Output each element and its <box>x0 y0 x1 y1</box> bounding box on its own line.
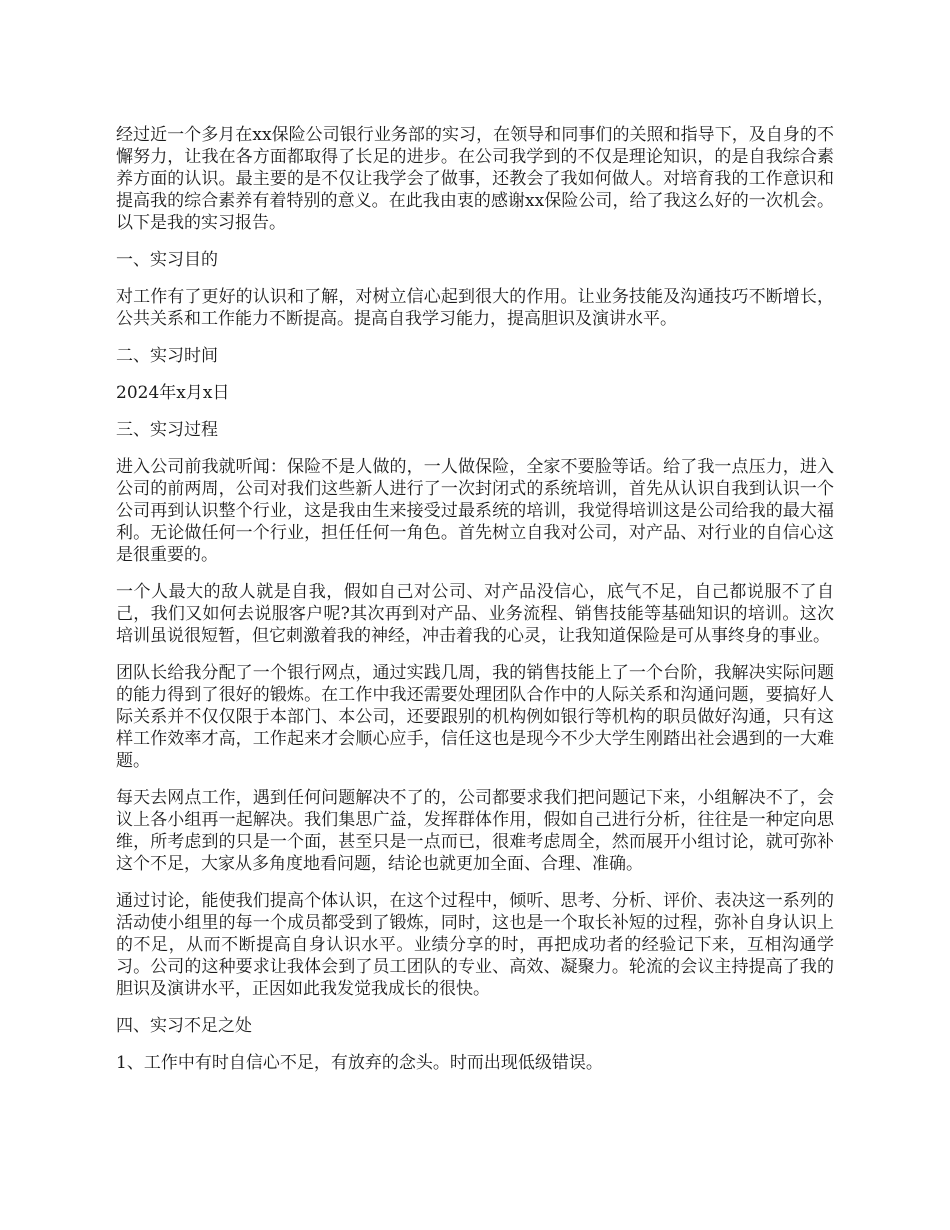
process-paragraph-1: 进入公司前我就听闻：保险不是人做的，一人做保险，全家不要脸等话。给了我一点压力，进入公司的前两周，公司对我们这些新人进行了一次封闭式的系统培训，首先从认识自我到认识一个公司再到认识整个行业，这是我由生来接受过最系统的培训，我觉得培训这是公司给我的最大福利。无论做任何一个行业，担任任何一角色。首先树立自我对公司，对产品、对行业的自信心这是很重要的。 <box>116 457 834 565</box>
process-paragraph-2: 一个人最大的敌人就是自我，假如自己对公司、对产品没信心，底气不足，自己都说服不了自己，我们又如何去说服客户呢?其次再到对产品、业务流程、销售技能等基础知识的培训。这次培训虽说很短暂，但它刺激着我的神经，冲击着我的心灵，让我知道保险是可从事终身的事业。 <box>116 582 834 646</box>
time-paragraph: 2024年x月x日 <box>116 383 230 403</box>
shortcomings-paragraph-1: 1、工作中有时自信心不足，有放弃的念头。时而出现低级错误。 <box>116 1053 603 1073</box>
process-paragraph-3: 团队长给我分配了一个银行网点，通过实践几周，我的销售技能上了一个台阶，我解决实际问题的能力得到了很好的锻炼。在工作中我还需要处理团队合作中的人际关系和沟通问题，要搞好人际关系并不仅仅限于本部门、本公司，还要跟别的机构例如银行等机构的职员做好沟通，只有这样工作效率才高，工作起来才会顺心应手，信任这也是现今不少大学生刚踏出社会遇到的一大难题。 <box>116 663 834 771</box>
process-paragraph-4: 每天去网点工作，遇到任何问题解决不了的，公司都要求我们把问题记下来，小组解决不了，会议上各小组再一起解决。我们集思广益，发挥群体作用，假如自己进行分析，往往是一种定向思维，所考虑到的只是一个面，甚至只是一点而已，很难考虑周全，然而展开小组讨论，就可弥补这个不足，大家从多角度地看问题，结论也就更加全面、合理、准确。 <box>116 788 834 874</box>
purpose-paragraph: 对工作有了更好的认识和了解，对树立信心起到很大的作用。让业务技能及沟通技巧不断增长，公共关系和工作能力不断提高。提高自我学习能力，提高胆识及演讲水平。 <box>116 287 834 329</box>
process-paragraph-5: 通过讨论，能使我们提高个体认识，在这个过程中，倾听、思考、分析、评价、表决这一系列的活动使小组里的每一个成员都受到了锻炼，同时，这也是一个取长补短的过程，弥补自身认识上的不足，从而不断提高自身认识水平。业绩分享的时，再把成功者的经验记下来，互相沟通学习。公司的这种要求让我体会到了员工团队的专业、高效、凝聚力。轮流的会议主持提高了我的胆识及演讲水平，正因如此我发觉我成长的很快。 <box>116 891 834 999</box>
section-heading-time: 二、实习时间 <box>116 346 218 366</box>
section-heading-process: 三、实习过程 <box>116 420 218 440</box>
section-heading-shortcomings: 四、实习不足之处 <box>116 1016 252 1036</box>
section-heading-purpose: 一、实习目的 <box>116 250 218 270</box>
intro-paragraph: 经过近一个多月在xx保险公司银行业务部的实习，在领导和同事们的关照和指导下，及自身的不懈努力，让我在各方面都取得了长足的进步。在公司我学到的不仅是理论知识，的是自我综合素养方面的认识。最主要的是不仅让我学会了做事，还教会了我如何做人。对培育我的工作意识和提高我的综合素养有着特别的意义。在此我由衷的感谢xx保险公司，给了我这么好的一次机会。以下是我的实习报告。 <box>116 125 834 233</box>
